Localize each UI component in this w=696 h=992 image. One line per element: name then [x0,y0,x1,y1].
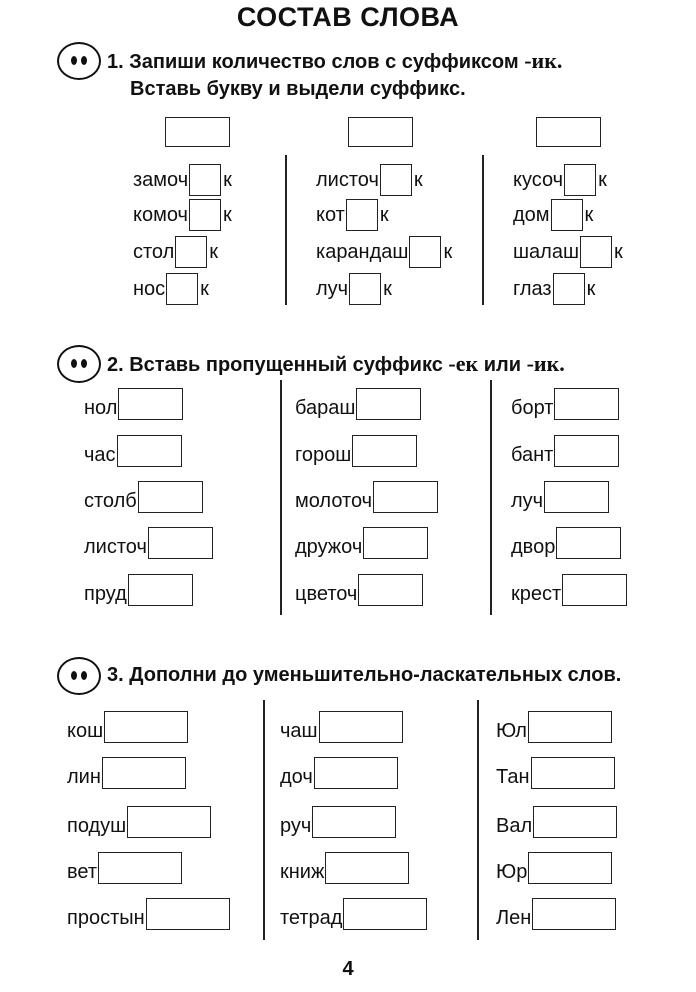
answer-box[interactable] [363,527,428,559]
word-ending: к [379,204,389,226]
word-stem: Тан [496,766,530,788]
answer-box[interactable] [554,388,619,420]
count-box-1[interactable] [165,117,230,147]
word-stem: луч [316,278,349,300]
answer-box[interactable] [312,806,396,838]
word-stem: бант [511,444,554,466]
word-stem: комоч [133,204,188,226]
word-stem: кусоч [513,169,564,191]
task1-line1: 1. Запиши количество слов с суффиксом [107,51,519,73]
word-stem: дом [513,204,550,226]
word-stem: простын [67,907,145,929]
page-number: 4 [342,958,354,980]
word-stem: Юл [496,720,527,742]
word-ending: к [598,169,607,191]
task1-suffix: -ик. [524,48,563,73]
word-stem: чаш [280,720,318,742]
word-stem: цветоч [295,583,358,605]
answer-box[interactable] [146,898,230,930]
word-stem: вет [67,861,98,883]
word-stem: горош [295,444,352,466]
letter-box[interactable] [349,273,381,305]
word-stem: нол [84,397,118,419]
task1-line2: Вставь букву и выдели суффикс. [130,78,466,100]
task1-divider-2 [482,155,484,305]
task2-divider-2 [490,380,492,615]
task2-divider-1 [280,380,282,615]
word-stem: листоч [84,536,147,558]
answer-box[interactable] [528,852,612,884]
word-stem: подуш [67,815,127,837]
task3-divider-1 [263,700,265,940]
letter-box[interactable] [175,236,207,268]
word-ending: к [209,241,219,263]
word-stem: лин [67,766,101,788]
answer-box[interactable] [343,898,427,930]
word-stem: Лен [496,907,532,929]
answer-box[interactable] [544,481,609,513]
word-stem: руч [280,815,312,837]
word-stem: замоч [133,169,189,191]
answer-box[interactable] [358,574,423,606]
task1-divider-1 [285,155,287,305]
word-stem: Вал [496,815,533,837]
answer-box[interactable] [118,388,183,420]
word-stem: кош [67,720,104,742]
letter-box[interactable] [553,273,585,305]
word-ending: к [413,169,423,191]
letter-box[interactable] [189,199,221,231]
word-stem: глаз [513,278,552,300]
letter-box[interactable] [166,273,198,305]
letter-box[interactable] [380,164,412,196]
word-stem: луч [511,490,544,512]
answer-box[interactable] [104,711,188,743]
task3-line: 3. Дополни до уменьшительно-ласкательных слов. [107,664,622,686]
task2-suffix2: -ик. [526,351,565,376]
word-stem: пруд [84,583,127,605]
word-stem: карандаш [316,241,409,263]
word-stem: дружоч [295,536,363,558]
word-stem: молоточ [295,490,373,512]
task3-divider-2 [477,700,479,940]
answer-box[interactable] [532,898,616,930]
word-ending: к [586,278,596,300]
answer-box[interactable] [554,435,619,467]
word-stem: столб [84,490,137,512]
task2-suffix1: -ек [448,351,479,376]
task1-heading [57,47,562,103]
task2-or: или [483,354,522,376]
letter-box[interactable] [346,199,378,231]
word-stem: час [84,444,116,466]
word-stem: Юр [496,861,528,883]
word-stem: борт [511,397,554,419]
word-stem: доч [280,766,313,788]
word-ending: к [200,278,209,300]
answer-box[interactable] [531,757,615,789]
word-stem: кот [316,204,345,226]
word-ending: к [584,204,594,226]
page-title: СОСТАВ СЛОВА [236,2,460,32]
count-box-2[interactable] [348,117,413,147]
word-stem: книж [280,861,325,883]
answer-box[interactable] [325,852,409,884]
answer-box[interactable] [562,574,627,606]
word-stem: стол [133,241,175,263]
answer-box[interactable] [533,806,617,838]
letter-box[interactable] [409,236,441,268]
word-stem: листоч [316,169,379,191]
task2-line: 2. Вставь пропущенный суффикс [107,354,443,376]
answer-box[interactable] [98,852,182,884]
word-ending: к [383,278,392,300]
letter-box[interactable] [564,164,596,196]
task3-heading [57,662,621,689]
answer-box[interactable] [319,711,403,743]
letter-box[interactable] [189,164,221,196]
answer-box[interactable] [528,711,612,743]
word-ending: к [614,241,623,263]
letter-box[interactable] [551,199,583,231]
word-ending: к [443,241,453,263]
word-ending: к [222,204,232,226]
word-stem: крест [511,583,562,605]
word-stem: бараш [295,397,356,419]
answer-box[interactable] [117,435,182,467]
word-stem: нос [133,278,166,300]
word-stem: двор [511,536,556,558]
count-box-3[interactable] [536,117,601,147]
answer-box[interactable] [356,388,421,420]
answer-box[interactable] [148,527,213,559]
answer-box[interactable] [373,481,438,513]
letter-box[interactable] [580,236,612,268]
task2-heading [57,350,565,379]
word-stem: тетрад [280,907,343,929]
answer-box[interactable] [127,806,211,838]
answer-box[interactable] [138,481,203,513]
answer-box[interactable] [556,527,621,559]
answer-box[interactable] [102,757,186,789]
answer-box[interactable] [128,574,193,606]
answer-box[interactable] [314,757,398,789]
word-ending: к [223,169,232,191]
answer-box[interactable] [352,435,417,467]
word-stem: шалаш [513,241,580,263]
